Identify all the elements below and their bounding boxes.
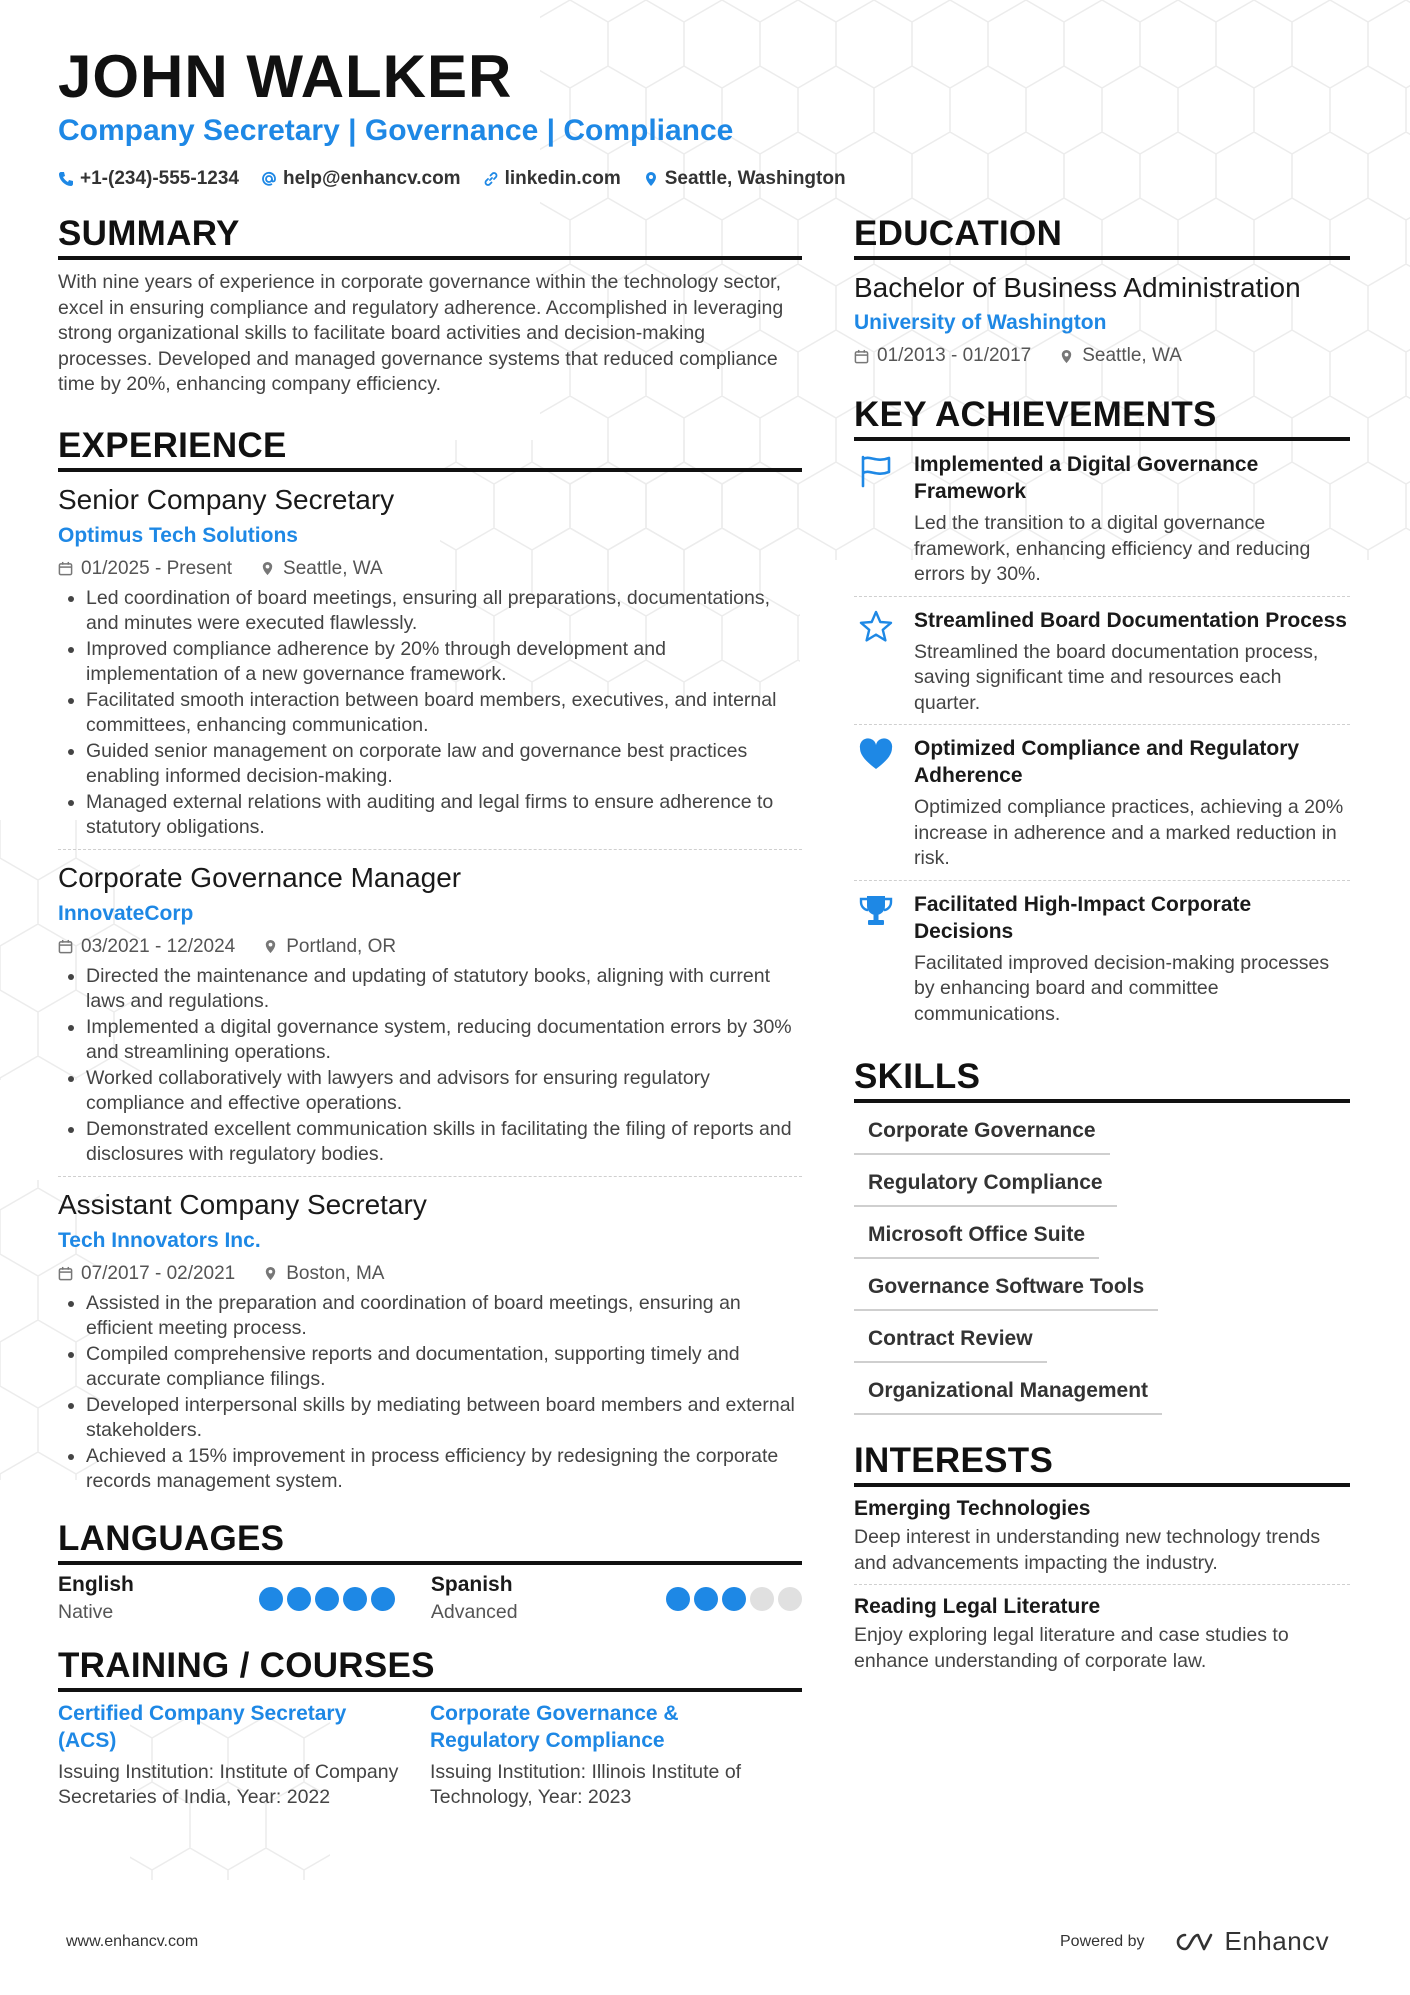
job-bullet: • Assisted in the preparation and coordination of board meetings, ensuring an efficient meeting process.: [86, 1291, 802, 1342]
heart-icon: [858, 737, 894, 773]
skills-list: [854, 1103, 1350, 1415]
achievement-desc: Optimized compliance practices, achieving a 20% increase in adherence and a marked reduction in risk.: [914, 796, 1344, 869]
rating-dot-empty: [750, 1587, 774, 1611]
achievement-title: Streamlined Board Documentation Process: [914, 608, 1347, 632]
course-title: Corporate Governance & Regulatory Compliance: [430, 1701, 679, 1752]
languages-heading: LANGUAGES: [58, 1519, 802, 1565]
job-bullet: • Implemented a digital governance system, reducing documentation errors by 30% and streamlining operations.: [86, 1015, 802, 1066]
skill-tag: Corporate Governance: [854, 1103, 1110, 1155]
rating-dot-filled: [315, 1587, 339, 1611]
job-bullet: • Led coordination of board meetings, ensuring all preparations, documentations, and minutes were executed flawlessly.: [86, 586, 802, 637]
location-text: Seattle, Washington: [664, 168, 846, 189]
right-column: [854, 214, 1350, 1674]
achievements-list: [854, 441, 1350, 1035]
education-dates: 01/2013 - 01/2017: [877, 345, 1032, 366]
interests-heading: INTERESTS: [854, 1441, 1350, 1487]
courses-list: [58, 1700, 802, 1811]
achievement-item: [854, 597, 1350, 726]
calendar-icon: [58, 561, 73, 576]
contact-location: [643, 168, 846, 190]
interest-item: [854, 1595, 1350, 1674]
job-meta: [58, 936, 802, 958]
rating-dot-filled: [666, 1587, 690, 1611]
powered-by-label: Powered by: [1060, 1932, 1145, 1950]
achievement-title: Optimized Compliance and Regulatory Adherence: [914, 737, 1300, 787]
star-icon: [858, 609, 894, 645]
interest-title: Emerging Technologies: [854, 1497, 1091, 1520]
skill-tag: Contract Review: [854, 1311, 1047, 1363]
language-name: Spanish: [430, 1572, 513, 1596]
job-bullet: • Directed the maintenance and updating of statutory books, aligning with current laws and regulations.: [86, 964, 802, 1015]
interest-title: Reading Legal Literature: [854, 1595, 1101, 1618]
enhancv-logo-icon: [1171, 1930, 1217, 1954]
language-level: Native: [58, 1600, 114, 1623]
interest-desc: Enjoy exploring legal literature and case studies to enhance understanding of corporate law.: [854, 1624, 1289, 1672]
education-meta: [854, 345, 1350, 367]
job-bullets: [58, 1291, 802, 1495]
job-company: Optimus Tech Solutions: [58, 523, 298, 547]
job-location: Portland, OR: [286, 935, 397, 957]
language-item: [431, 1573, 802, 1624]
brand-name: Enhancv: [1224, 1926, 1330, 1956]
course-item: [58, 1700, 430, 1811]
course-item: [430, 1700, 802, 1811]
achievements-heading: KEY ACHIEVEMENTS: [854, 395, 1350, 441]
language-item: [58, 1573, 431, 1624]
job-dates: 07/2017 - 02/2021: [81, 1262, 236, 1284]
languages-list: [58, 1573, 802, 1624]
job-dates: 03/2021 - 12/2024: [81, 935, 236, 957]
language-level: Advanced: [430, 1600, 518, 1623]
language-rating: [666, 1587, 802, 1611]
rating-dot-filled: [371, 1587, 395, 1611]
course-desc: Issuing Institution: Institute of Company Secretaries of India, Year: 2022: [58, 1760, 399, 1808]
achievement-item: [854, 881, 1350, 1036]
phone-text: +1-(234)-555-1234: [80, 168, 239, 189]
linkedin-text: linkedin.com: [504, 168, 621, 189]
job-role: Assistant Company Secretary: [58, 1188, 427, 1220]
school: University of Washington: [854, 311, 1107, 334]
left-column: [58, 214, 802, 1811]
summary-heading: SUMMARY: [58, 214, 802, 260]
job-dates: 01/2025 - Present: [81, 557, 233, 579]
location-pin-icon: [643, 171, 659, 187]
email-text: help@enhancv.com: [282, 168, 461, 189]
achievement-item: [854, 441, 1350, 597]
job-bullets: [58, 586, 802, 841]
job-entry: [58, 862, 802, 1177]
interest-item: [854, 1497, 1350, 1585]
rating-dot-empty: [778, 1587, 802, 1611]
trophy-icon: [858, 893, 894, 929]
candidate-name: JOHN WALKER: [58, 43, 513, 110]
summary-text: With nine years of experience in corporate governance within the technology sector, excel in ensuring compliance and regulatory adherence. Accomplished in leveraging strong organizational skills to facilitate board activities and decision-making processes. Developed and managed governance systems that reduced compliance time by 20%, enhancing company efficiency.: [58, 271, 784, 395]
job-company: InnovateCorp: [58, 901, 194, 925]
calendar-icon: [58, 1266, 73, 1281]
calendar-icon: [854, 349, 869, 364]
at-icon: [261, 171, 277, 187]
location-pin-icon: [260, 561, 275, 576]
job-company: Tech Innovators Inc.: [58, 1228, 261, 1252]
education-location: Seattle, WA: [1082, 345, 1182, 366]
skills-heading: SKILLS: [854, 1057, 1350, 1103]
divider: [58, 849, 802, 850]
rating-dot-filled: [259, 1587, 283, 1611]
job-bullet: • Developed interpersonal skills by mediating between board members and external stakeholders.: [86, 1393, 802, 1444]
job-bullet: • Improved compliance adherence by 20% through development and implementation of a new governance framework.: [86, 637, 802, 688]
job-bullet: • Guided senior management on corporate law and governance best practices enabling informed decision-making.: [86, 739, 802, 790]
contact-linkedin[interactable]: [483, 168, 621, 190]
interest-desc: Deep interest in understanding new technology trends and advancements impacting the industry.: [854, 1526, 1321, 1574]
job-entry: [58, 1189, 802, 1495]
achievement-desc: Facilitated improved decision-making processes by enhancing board and committee communications.: [914, 951, 1330, 1025]
flag-icon: [858, 453, 894, 489]
job-role: Senior Company Secretary: [58, 483, 395, 515]
skill-tag: Organizational Management: [854, 1363, 1162, 1415]
job-bullet: • Worked collaboratively with lawyers and advisors for ensuring regulatory compliance and effective operations.: [86, 1066, 802, 1117]
rating-dot-filled: [722, 1587, 746, 1611]
contact-bar: [58, 168, 846, 190]
brand-logo[interactable]: [1171, 1926, 1330, 1957]
job-location: Boston, MA: [286, 1262, 385, 1284]
contact-email[interactable]: [261, 168, 461, 190]
achievement-title: Implemented a Digital Governance Framework: [914, 453, 1259, 503]
course-desc: Issuing Institution: Illinois Institute of Technology, Year: 2023: [430, 1760, 742, 1808]
education-heading: EDUCATION: [854, 214, 1350, 260]
job-bullet: • Compiled comprehensive reports and documentation, supporting timely and accurate compliance filings.: [86, 1342, 802, 1393]
training-heading: TRAINING / COURSES: [58, 1646, 802, 1692]
job-entry: [58, 484, 802, 850]
achievement-desc: Streamlined the board documentation process, saving significant time and resources each quarter.: [914, 640, 1319, 714]
achievement-item: [854, 725, 1350, 881]
job-bullet: • Demonstrated excellent communication skills in facilitating the filing of reports and disclosures with regulatory bodies.: [86, 1117, 802, 1168]
phone-icon: [58, 171, 74, 187]
job-bullets: [58, 964, 802, 1168]
location-pin-icon: [1059, 349, 1074, 364]
interests-list: [854, 1497, 1350, 1674]
skill-tag: Regulatory Compliance: [854, 1155, 1117, 1207]
job-bullet: • Managed external relations with auditing and legal firms to ensure adherence to statutory obligations.: [86, 790, 802, 841]
rating-dot-filled: [694, 1587, 718, 1611]
link-icon: [483, 171, 499, 187]
job-bullet: • Facilitated smooth interaction between board members, executives, and internal committees, enhancing communication.: [86, 688, 802, 739]
job-role: Corporate Governance Manager: [58, 861, 462, 893]
achievement-title: Facilitated High-Impact Corporate Decisions: [914, 892, 1252, 943]
language-name: English: [58, 1572, 134, 1596]
divider: [58, 1176, 802, 1177]
calendar-icon: [58, 939, 73, 954]
rating-dot-filled: [287, 1587, 311, 1611]
footer-branding: [1060, 1926, 1329, 1957]
contact-phone[interactable]: [58, 168, 239, 190]
job-meta: [58, 558, 802, 580]
location-pin-icon: [263, 939, 278, 954]
footer-website[interactable]: www.enhancv.com: [66, 1933, 199, 1950]
rating-dot-filled: [343, 1587, 367, 1611]
degree: Bachelor of Business Administration: [854, 272, 1301, 303]
location-pin-icon: [263, 1266, 278, 1281]
job-bullet: • Achieved a 15% improvement in process efficiency by redesigning the corporate records management system.: [86, 1444, 802, 1495]
divider: [854, 1584, 1350, 1585]
headline: Company Secretary | Governance | Compliance: [58, 114, 734, 147]
achievement-desc: Led the transition to a digital governance framework, enhancing efficiency and reducing errors by 30%.: [914, 512, 1311, 585]
job-location: Seattle, WA: [283, 557, 383, 579]
experience-heading: EXPERIENCE: [58, 426, 802, 472]
job-meta: [58, 1263, 802, 1285]
course-title: Certified Company Secretary (ACS): [58, 1701, 347, 1752]
skill-tag: Governance Software Tools: [854, 1259, 1158, 1311]
skill-tag: Microsoft Office Suite: [854, 1207, 1099, 1259]
language-rating: [259, 1587, 395, 1611]
